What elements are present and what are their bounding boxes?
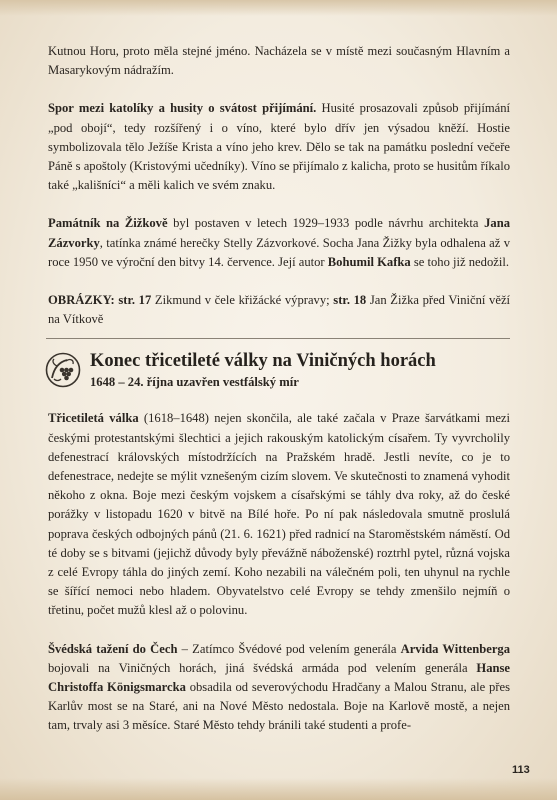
paragraph-images [48,291,510,329]
paragraph-lead: OBRÁZKY: str. 17 [48,293,152,308]
paragraph-lead: Spor mezi katolíky a husity o svátost přijímání. [48,101,317,116]
paragraph-lead: Třicetiletá válka [48,411,139,426]
paragraph-text: bojovali na Viničných horách, jiná švédská armáda pod velením generála [48,660,477,675]
paragraph-sacrament-dispute [48,99,510,195]
paper-edge-bottom [0,778,557,800]
section-divider [46,338,510,339]
paragraph-zizkov-memorial [48,214,510,272]
paragraph-text: – Zatímco Švédové pod velením generála [177,641,401,656]
page-ref: str. 18 [333,293,367,308]
general-name: Hanse Christoffa Königsmarcka [48,660,510,695]
paragraph-text: (1618–1648) nejen skončila, ale také začala v Praze šarvátkami mezi českými protestantskými šlechtici a jejich rakouským katolickým císařem. Ty vyvrcholily defenestrací královských místodržících na Pražském hradě. Jestli nevíte, co je to defenestrace, nedejte se mýlit vznešeným cizím slovem. Ve skutečnosti to znamená vyhodit někoho z okna. Boje mezi českým vojskem a císařskými se táhly dva roky, až do české porážky v listopadu 1620 v bitvě na Bílé hoře. Po ní pak následovala smutně proslulá poprava českých odbojných pánů (21. 6. 1621) před radnicí na Staroměstském náměstí. Od té doby se s bitvami (jejichž důvody byly převážně náboženské) roztrhl pytel, různá vojska z celé Evropy táhla do jiných zemí. Koho nezabili na válečném poli, ten uhynul na rychle se šířící nemoci nebo hladem. Obyvatelstvo celé Evropy se tehdy zmenšilo nejmíň o třetinu, počet mužů klesl až o polovinu. [48,411,510,618]
paragraph-kutna-hora [48,42,510,80]
architect-name: Jana Zázvorky [48,216,510,250]
page-number: 113 [512,764,530,776]
section-title: Konec třicetileté války na Viničných horách [90,351,436,372]
paragraph-text: obsadila od severovýchodu Hradčany a Malou Stranu, ale přes Karlův most se na Staré, ani na Nové Město nedostala. Boje na Karlově mostě, a nejen tam, trvaly asi 3 měsíce. Staré Město tehdy bránili také studenti a profe- [48,680,511,733]
section-subtitle: 1648 – 24. října uzavřen vestfálský mír [90,375,299,390]
paragraph-swedish-campaigns [48,640,510,736]
paragraph-text: Husité prosazovali způsob přijímání „pod obojí“, tedy rozšířený i o víno, které bylo dřív jen výsadou kněží. Hostie symbolizovala tělo Ježíše Krista a víno jeho krev. Dělo se tak na památku poslední večeře Páně s apoštoly (Kristovými učedníky). Víno se přijímalo z kalicha, proto se husitům říkalo také „kališníci“ a měli kalich ve svém znaku. [48,101,510,193]
paragraph-text: se toho již nedožil. [410,254,509,269]
section-header [48,349,510,393]
paragraph-text: Jan Žižka před Viniční věží na Vítkově [48,293,511,327]
paragraph-text: , tatínka známé herečky Stelly Zázvorkové. Socha Jana Žižky byla odhalena až v roce 1950 ve výroční den bitvy 14. července. Její autor [48,235,510,269]
paragraph-lead: Památník na Žižkově [48,216,168,231]
general-name: Arvida Wittenberga [400,641,511,656]
paragraph-lead: Švédská tažení do Čech [48,641,178,656]
paragraph-text: Kutnou Horu, proto měla stejné jméno. Nacházela se v místě mezi současným Hlavním a Masarykovým nádražím. [48,44,510,78]
paragraph-text: Zikmund v čele křižácké výpravy; [151,293,334,308]
paragraph-text: byl postaven v letech 1929–1933 podle návrhu architekta [167,216,485,231]
sculptor-name: Bohumil Kafka [327,254,411,269]
paper-edge-top [0,0,557,16]
paragraph-thirty-years-war [48,409,510,620]
text-column [48,42,510,755]
vine-grapes-icon [45,352,81,388]
